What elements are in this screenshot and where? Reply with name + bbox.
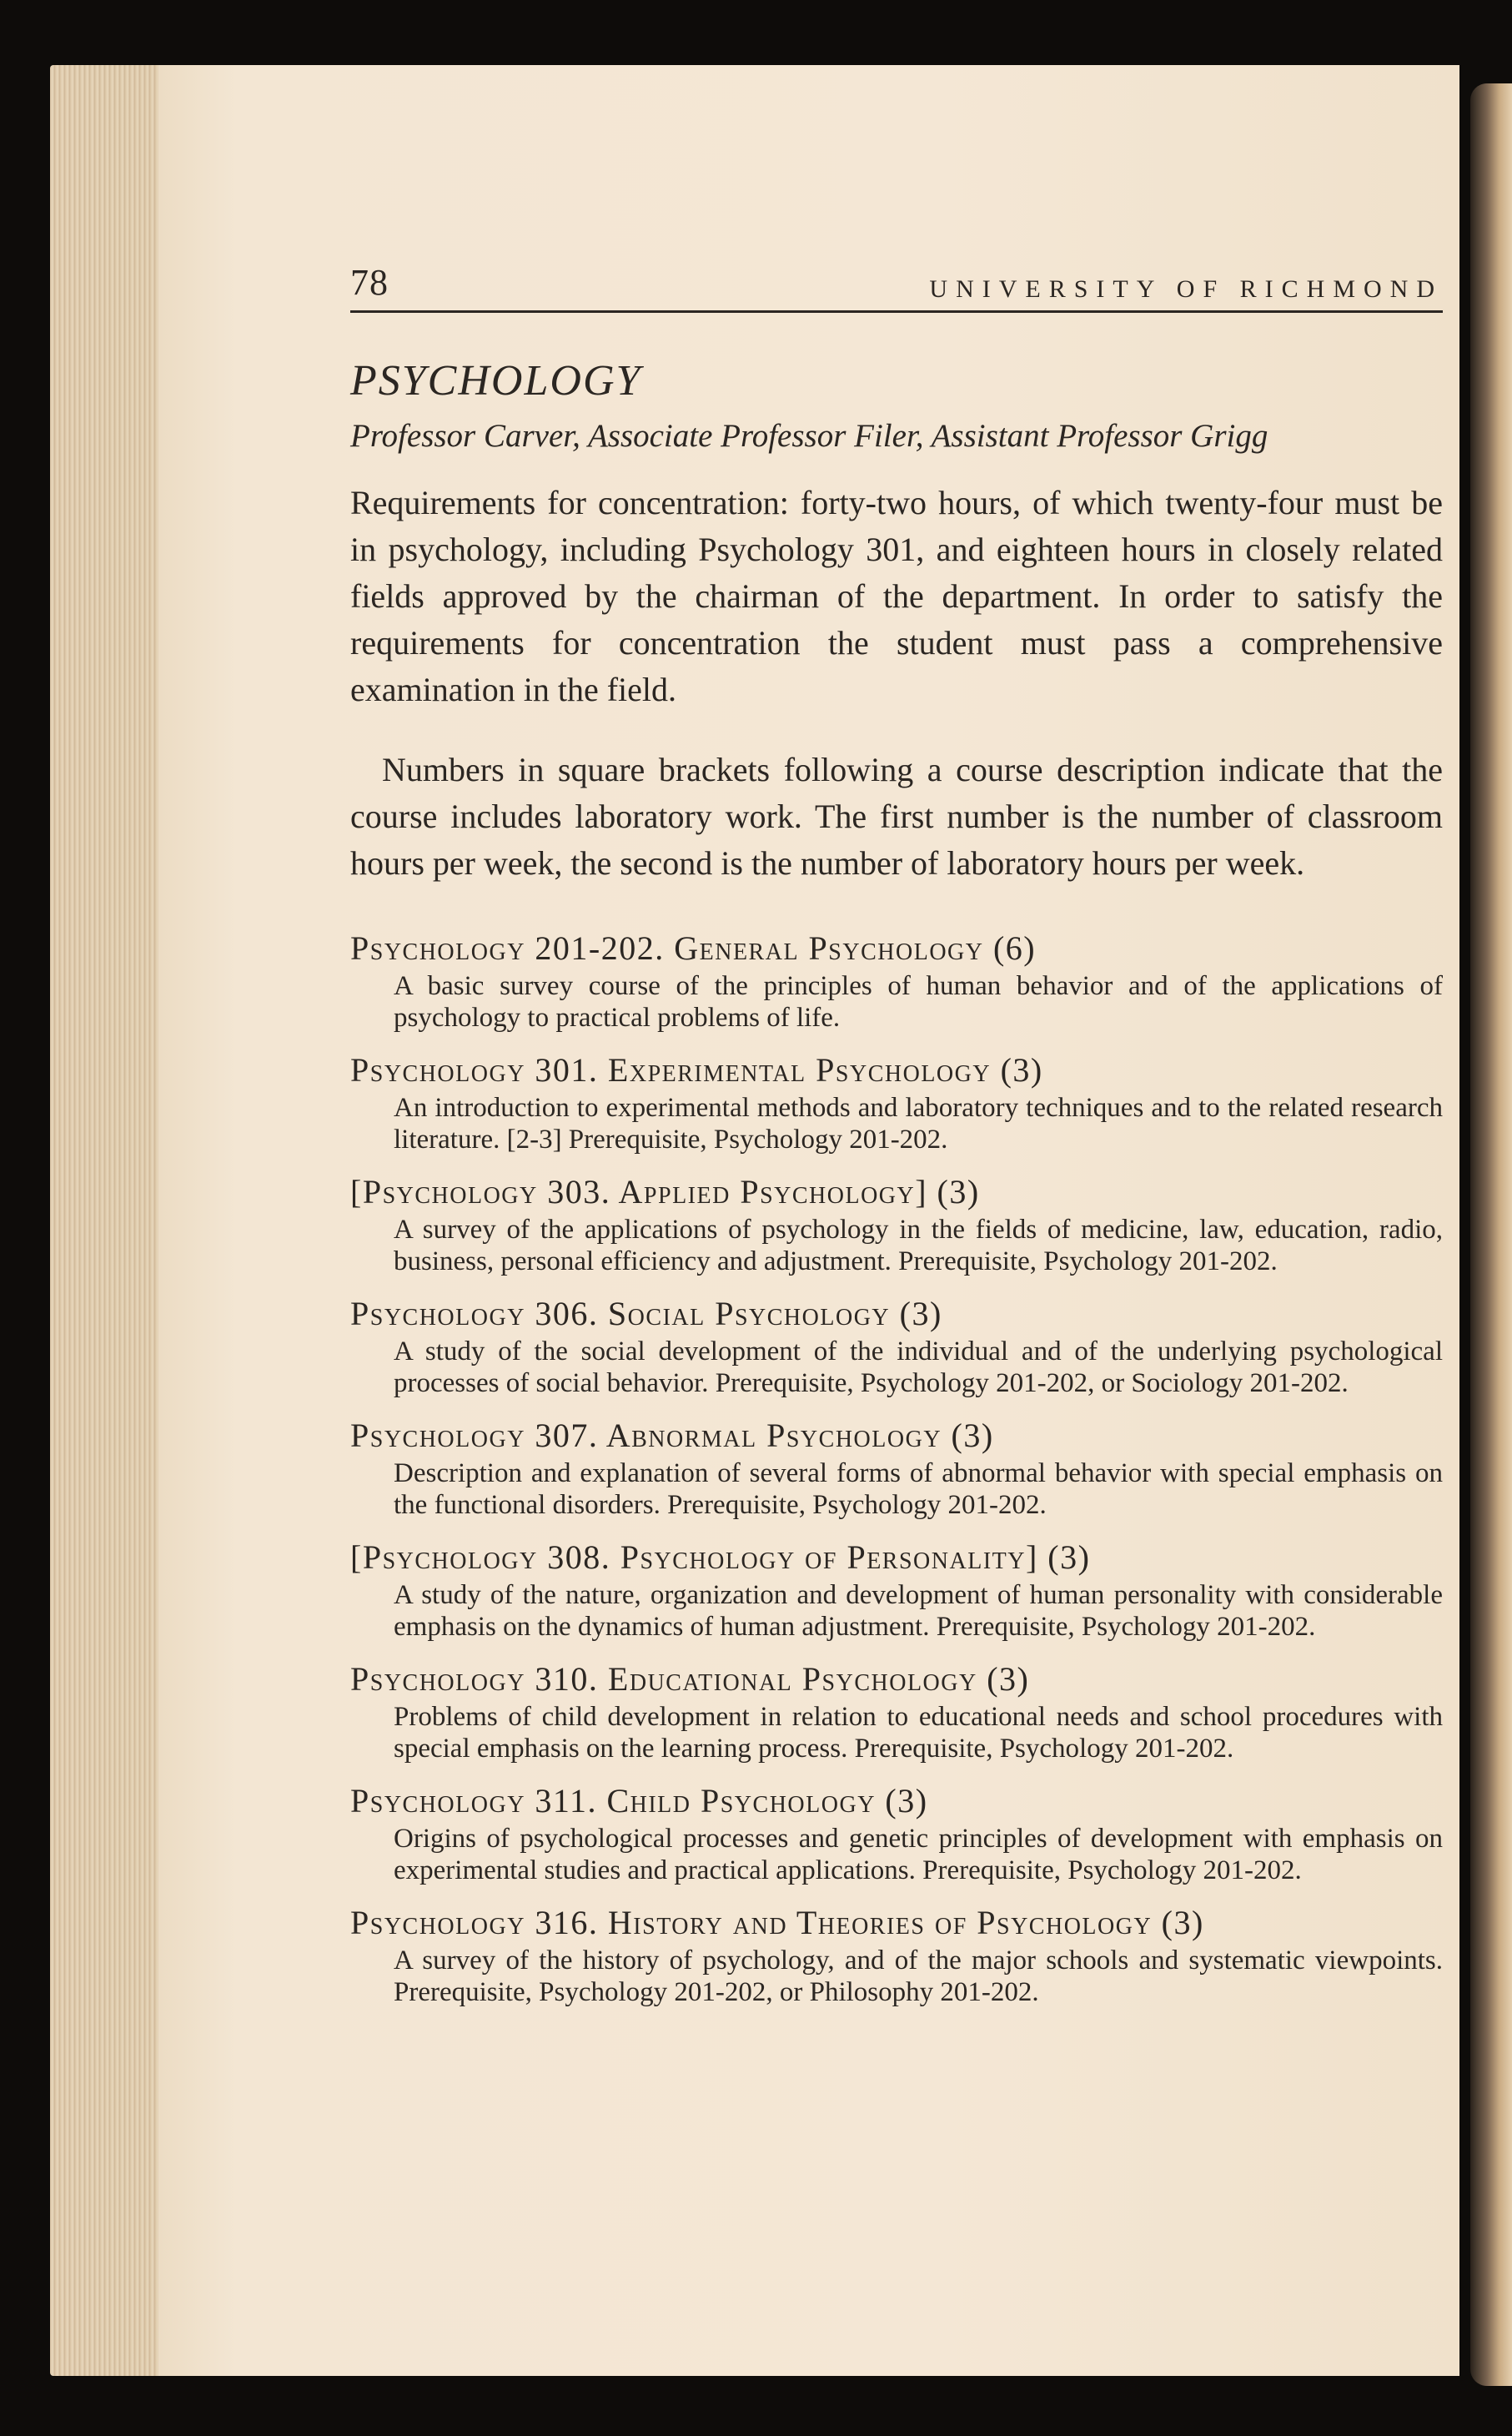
concentration-requirements: Requirements for concentration: forty-two hours, of which twenty-four must be in psychology, including Psychology 301, and eighteen hours in closely related fields approved by the chairman of the department. In order to satisfy the requirements for concentration the student must pass a comprehensive examination in the field.	[350, 484, 1443, 708]
course-entry	[350, 1536, 1443, 1643]
course-description: An introduction to experimental methods and laboratory techniques and to the related research literature. [2-3] Prerequisite, Psychology 201-202.	[394, 1093, 1443, 1155]
course-heading: Psychology 301. Experimental Psychology (3)	[350, 1051, 1043, 1089]
course-heading: Psychology 310. Educational Psychology (3)	[350, 1660, 1030, 1698]
lab-brackets-note: Numbers in square brackets following a course description indicate that the course includes laboratory work. The first number is the number of classroom hours per week, the second is the number of laboratory hours per week.	[350, 751, 1443, 882]
course-heading: [Psychology 308. Psychology of Personality] (3)	[350, 1538, 1091, 1576]
course-entry	[350, 1901, 1443, 2008]
course-description: A study of the social development of the individual and of the underlying psychological processes of social behavior. Prerequisite, Psychology 201-202, or Sociology 201-202.	[394, 1336, 1443, 1398]
course-entry	[350, 1414, 1443, 1521]
course-list	[350, 927, 1443, 2008]
course-entry	[350, 1779, 1443, 1886]
course-entry	[350, 927, 1443, 1034]
course-heading: Psychology 306. Social Psychology (3)	[350, 1295, 942, 1332]
course-heading: [Psychology 303. Applied Psychology] (3)	[350, 1173, 980, 1210]
course-description: A basic survey course of the principles of human behavior and of the applications of psychology to practical problems of life.	[394, 971, 1443, 1033]
course-description: Description and explanation of several forms of abnormal behavior with special emphasis on the functional disorders. Prerequisite, Psychology 201-202.	[394, 1458, 1443, 1520]
running-title: UNIVERSITY OF RICHMOND	[929, 275, 1443, 303]
course-description: A survey of the applications of psychology in the fields of medicine, law, education, radio, business, personal efficiency and adjustment. Prerequisite, Psychology 201-202.	[394, 1215, 1443, 1276]
department-title: PSYCHOLOGY	[350, 357, 642, 405]
course-heading: Psychology 316. History and Theories of Psychology (3)	[350, 1904, 1204, 1941]
course-heading: Psychology 201-202. General Psychology (6)	[350, 929, 1037, 967]
book-spine	[1470, 83, 1512, 2386]
running-head	[350, 250, 1443, 313]
course-entry	[350, 1658, 1443, 1764]
course-entry	[350, 1292, 1443, 1399]
course-description: Problems of child development in relation to educational needs and school procedures with special emphasis on the learning process. Prerequisite, Psychology 201-202.	[394, 1702, 1443, 1764]
page-number: 78	[350, 262, 389, 303]
course-heading: Psychology 307. Abnormal Psychology (3)	[350, 1417, 994, 1454]
course-description: A survey of the history of psychology, and of the major schools and systematic viewpoints. Prerequisite, Psychology 201-202, or Philosophy 201-202.	[394, 1945, 1443, 2007]
course-description: Origins of psychological processes and genetic principles of development with emphasis on experimental studies and practical applications. Prerequisite, Psychology 201-202.	[394, 1824, 1443, 1885]
course-heading: Psychology 311. Child Psychology (3)	[350, 1782, 928, 1819]
page-content	[350, 250, 1443, 2023]
course-description: A study of the nature, organization and development of human personality with considerable emphasis on the dynamics of human adjustment. Prerequisite, Psychology 201-202.	[394, 1580, 1443, 1642]
faculty-line: Professor Carver, Associate Professor Filer, Assistant Professor Grigg	[350, 418, 1268, 454]
course-entry	[350, 1170, 1443, 1277]
page-edge-stack	[50, 65, 167, 2376]
course-entry	[350, 1049, 1443, 1155]
